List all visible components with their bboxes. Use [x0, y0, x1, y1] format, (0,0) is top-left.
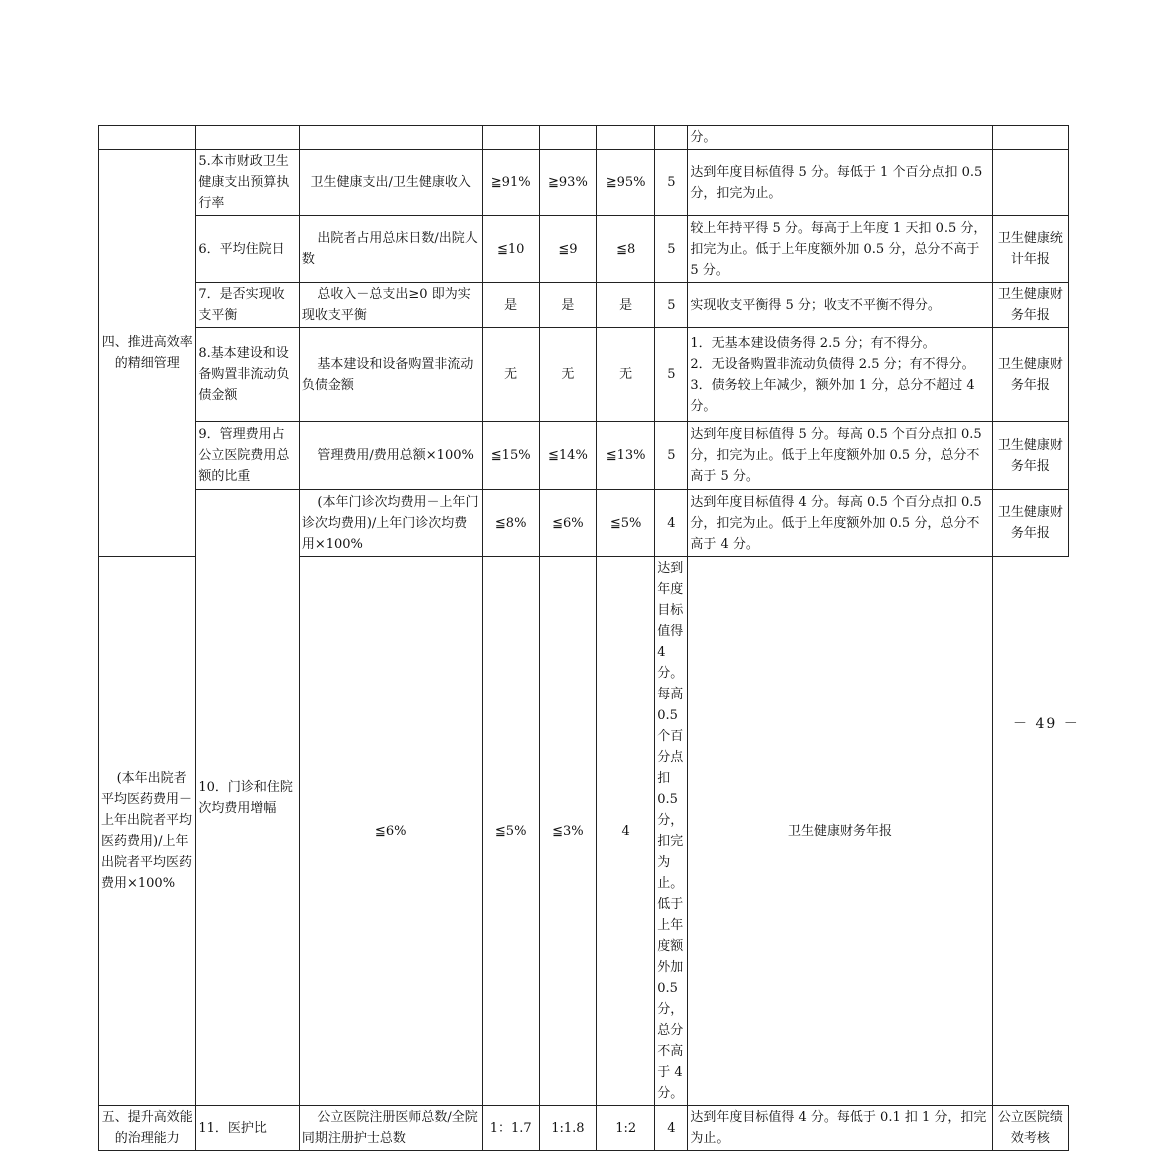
- table-row: [99, 422, 1069, 490]
- target-cell: ≦6%: [539, 490, 596, 557]
- indicator-cell: [196, 126, 299, 150]
- category-cell: 四、推进高效率的精细管理: [99, 150, 196, 557]
- criteria-cell: 达到年度目标值得 4 分。每高 0.5 个百分点扣 0.5 分，扣完为止。低于上年度额外加 0.5 分，总分不高于 4 分。: [688, 490, 992, 557]
- target-cell: ≦6%: [299, 557, 482, 1106]
- target-cell: 1：1.7: [482, 1106, 539, 1151]
- indicator-cell: 8.基本建设和设备购置非流动负债金额: [196, 328, 299, 422]
- formula-cell: (本年出院者平均医药费用－上年出院者平均医药费用)/上年出院者平均医药费用×100%: [99, 557, 196, 1106]
- table-row: [99, 490, 1069, 557]
- target-cell: 1:2: [597, 1106, 655, 1151]
- source-cell: [992, 126, 1068, 150]
- source-cell: 卫生健康统计年报: [992, 216, 1068, 283]
- source-cell: [992, 150, 1068, 216]
- source-cell: 卫生健康财务年报: [688, 557, 992, 1106]
- indicator-cell: 7．是否实现收支平衡: [196, 283, 299, 328]
- score-cell: 4: [597, 557, 655, 1106]
- score-cell: [655, 126, 688, 150]
- target-cell: ≧95%: [597, 150, 655, 216]
- score-cell: 5: [655, 422, 688, 490]
- formula-cell: (本年门诊次均费用－上年门诊次均费用)/上年门诊次均费用×100%: [299, 490, 482, 557]
- target-cell: [482, 126, 539, 150]
- criteria-cell: 较上年持平得 5 分。每高于上年度 1 天扣 0.5 分，扣完为止。低于上年度额外加 0.5 分，总分不高于 5 分。: [688, 216, 992, 283]
- criteria-cell: 分。: [688, 126, 992, 150]
- score-cell: 5: [655, 328, 688, 422]
- target-cell: ≦5%: [482, 557, 539, 1106]
- score-cell: 5: [655, 283, 688, 328]
- table-row: [99, 328, 1069, 422]
- target-cell: 是: [482, 283, 539, 328]
- indicator-cell: 9．管理费用占公立医院费用总额的比重: [196, 422, 299, 490]
- target-cell: [539, 126, 596, 150]
- score-cell: 4: [655, 490, 688, 557]
- page-number: － 49 －: [1013, 716, 1080, 732]
- indicator-cell: 5.本市财政卫生健康支出预算执行率: [196, 150, 299, 216]
- target-cell: ≦14%: [539, 422, 596, 490]
- table-row: [99, 216, 1069, 283]
- criteria-cell: 达到年度目标值得 5 分。每高 0.5 个百分点扣 0.5 分，扣完为止。低于上年度额外加 0.5 分，总分不高于 5 分。: [688, 422, 992, 490]
- indicator-table: [98, 125, 1069, 1151]
- category-cell: [99, 126, 196, 150]
- source-cell: 公立医院绩效考核: [992, 1106, 1068, 1151]
- formula-cell: 基本建设和设备购置非流动负债金额: [299, 328, 482, 422]
- formula-cell: 卫生健康支出/卫生健康收入: [299, 150, 482, 216]
- formula-cell: 公立医院注册医师总数/全院同期注册护士总数: [299, 1106, 482, 1151]
- criteria-line: 3．债务较上年减少，额外加 1 分，总分不超过 4 分。: [690, 377, 975, 414]
- target-cell: ≦8%: [482, 490, 539, 557]
- formula-cell: 出院者占用总床日数/出院人数: [299, 216, 482, 283]
- formula-cell: 总收入－总支出≥0 即为实现收支平衡: [299, 283, 482, 328]
- criteria-cell: 达到年度目标值得 5 分。每低于 1 个百分点扣 0.5 分，扣完为止。: [688, 150, 992, 216]
- indicator-cell: 6．平均住院日: [196, 216, 299, 283]
- target-cell: 是: [539, 283, 596, 328]
- indicator-cell: 11．医护比: [196, 1106, 299, 1151]
- target-cell: ≧93%: [539, 150, 596, 216]
- target-cell: ≦9: [539, 216, 596, 283]
- table-row: [99, 1106, 1069, 1151]
- table-row: [99, 283, 1069, 328]
- indicator-cell: 10．门诊和住院次均费用增幅: [196, 490, 299, 1106]
- criteria-line: 1．无基本建设债务得 2.5 分；有不得分。: [690, 335, 936, 351]
- target-cell: ≦15%: [482, 422, 539, 490]
- criteria-cell: 实现收支平衡得 5 分；收支不平衡不得分。: [688, 283, 992, 328]
- formula-cell: 管理费用/费用总额×100%: [299, 422, 482, 490]
- score-cell: 5: [655, 150, 688, 216]
- source-cell: 卫生健康财务年报: [992, 490, 1068, 557]
- target-cell: 1:1.8: [539, 1106, 596, 1151]
- source-cell: 卫生健康财务年报: [992, 422, 1068, 490]
- criteria-cell: [688, 328, 992, 422]
- target-cell: ≦3%: [539, 557, 596, 1106]
- target-cell: ≦10: [482, 216, 539, 283]
- table-row: [99, 150, 1069, 216]
- target-cell: ≧91%: [482, 150, 539, 216]
- formula-cell: [299, 126, 482, 150]
- target-cell: 无: [539, 328, 596, 422]
- source-cell: 卫生健康财务年报: [992, 283, 1068, 328]
- target-cell: ≦13%: [597, 422, 655, 490]
- table-row: [99, 126, 1069, 150]
- target-cell: ≦5%: [597, 490, 655, 557]
- target-cell: 是: [597, 283, 655, 328]
- criteria-cell: 达到年度目标值得 4 分。每低于 0.1 扣 1 分，扣完为止。: [688, 1106, 992, 1151]
- target-cell: 无: [482, 328, 539, 422]
- criteria-cell: 达到年度目标值得 4 分。每高 0.5 个百分点扣 0.5 分，扣完为止。低于上年度额外加 0.5 分，总分不高于 4 分。: [655, 557, 688, 1106]
- target-cell: [597, 126, 655, 150]
- source-cell: 卫生健康财务年报: [992, 328, 1068, 422]
- criteria-line: 2．无设备购置非流动负债得 2.5 分；有不得分。: [690, 356, 975, 372]
- target-cell: ≦8: [597, 216, 655, 283]
- target-cell: 无: [597, 328, 655, 422]
- score-cell: 4: [655, 1106, 688, 1151]
- score-cell: 5: [655, 216, 688, 283]
- category-cell: 五、提升高效能的治理能力: [99, 1106, 196, 1151]
